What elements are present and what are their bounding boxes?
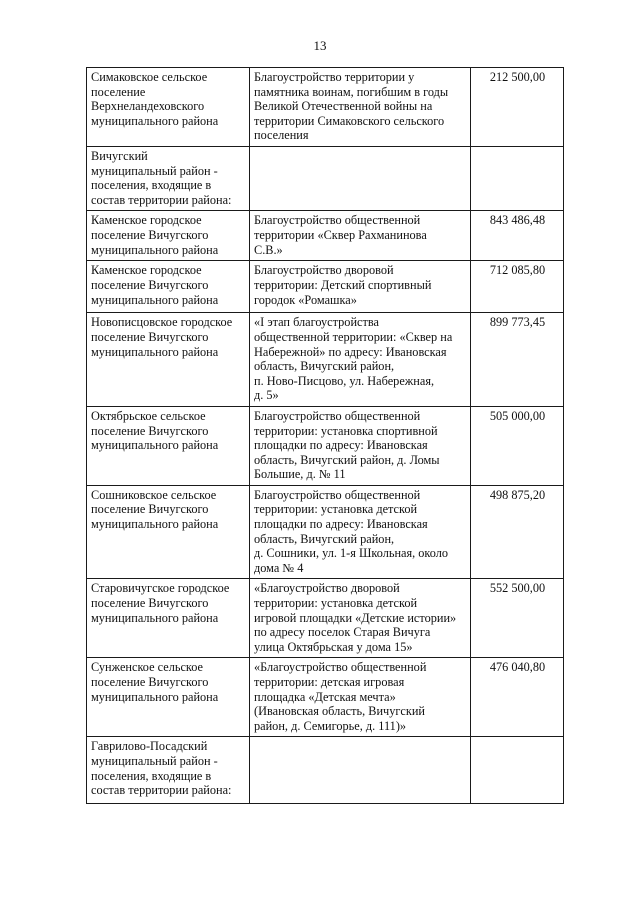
amount-cell: 843 486,48 xyxy=(471,211,564,261)
municipality-cell: Каменское городское поселение Вичугского муниципального района xyxy=(87,211,250,261)
table-row xyxy=(87,737,564,804)
table-row xyxy=(87,658,564,737)
municipality-cell: Сошниковское сельское поселение Вичугского муниципального района xyxy=(87,485,250,579)
municipality-cell: Старовичугское городское поселение Вичугского муниципального района xyxy=(87,579,250,658)
table-row xyxy=(87,68,564,147)
municipality-cell: Сунженское сельское поселение Вичугского муниципального района xyxy=(87,658,250,737)
project-cell: Благоустройство общественной территории: установка спортивной площадки по адресу: Ивановская область, Вичугский район, д. Ломы Большие, д. № 11 xyxy=(250,406,471,485)
amount-cell: 552 500,00 xyxy=(471,579,564,658)
amount-cell: 505 000,00 xyxy=(471,406,564,485)
table-row xyxy=(87,313,564,407)
project-cell: Благоустройство общественной территории «Сквер Рахманинова С.В.» xyxy=(250,211,471,261)
project-cell: Благоустройство дворовой территории: Детский спортивный городок «Ромашка» xyxy=(250,261,471,313)
project-cell xyxy=(250,146,471,210)
table-row xyxy=(87,406,564,485)
amount-cell: 899 773,45 xyxy=(471,313,564,407)
municipality-cell: Вичугский муниципальный район - поселения, входящие в состав территории района: xyxy=(87,146,250,210)
table-row xyxy=(87,485,564,579)
table-row xyxy=(87,579,564,658)
municipality-cell: Симаковское сельское поселение Верхнеландеховского муниципального района xyxy=(87,68,250,147)
amount-cell: 498 875,20 xyxy=(471,485,564,579)
project-cell: «I этап благоустройства общественной территории: «Сквер на Набережной» по адресу: Ивановская область, Вичугский район, п. Ново-Писцово, ул. Набережная, д. 5» xyxy=(250,313,471,407)
project-cell xyxy=(250,737,471,804)
page-number: 13 xyxy=(313,38,327,53)
project-cell: «Благоустройство дворовой территории: установка детской игровой площадки «Детские истории» по адресу поселок Старая Вичуга улица Октябрьская у дома 15» xyxy=(250,579,471,658)
project-cell: Благоустройство общественной территории: установка детской площадки по адресу: Ивановская область, Вичугский район, д. Сошники, ул. 1-я Школьная, около дома № 4 xyxy=(250,485,471,579)
amount-cell: 712 085,80 xyxy=(471,261,564,313)
project-cell: Благоустройство территории у памятника воинам, погибшим в годы Великой Отечественной войны на территории Симаковского сельского поселения xyxy=(250,68,471,147)
project-cell: «Благоустройство общественной территории: детская игровая площадка «Детская мечта» (Ивановская область, Вичугский район, д. Семигорье, д. 111)» xyxy=(250,658,471,737)
amount-cell: 212 500,00 xyxy=(471,68,564,147)
municipality-cell: Новописцовское городское поселение Вичугского муниципального района xyxy=(87,313,250,407)
table-row xyxy=(87,261,564,313)
municipality-cell: Октябрьское сельское поселение Вичугского муниципального района xyxy=(87,406,250,485)
amount-cell: 476 040,80 xyxy=(471,658,564,737)
amount-cell xyxy=(471,737,564,804)
municipality-cell: Каменское городское поселение Вичугского муниципального района xyxy=(87,261,250,313)
table-row xyxy=(87,211,564,261)
table-row xyxy=(87,146,564,210)
amount-cell xyxy=(471,146,564,210)
municipality-cell: Гаврилово-Посадский муниципальный район - поселения, входящие в состав территории района: xyxy=(87,737,250,804)
funding-table xyxy=(86,67,564,804)
